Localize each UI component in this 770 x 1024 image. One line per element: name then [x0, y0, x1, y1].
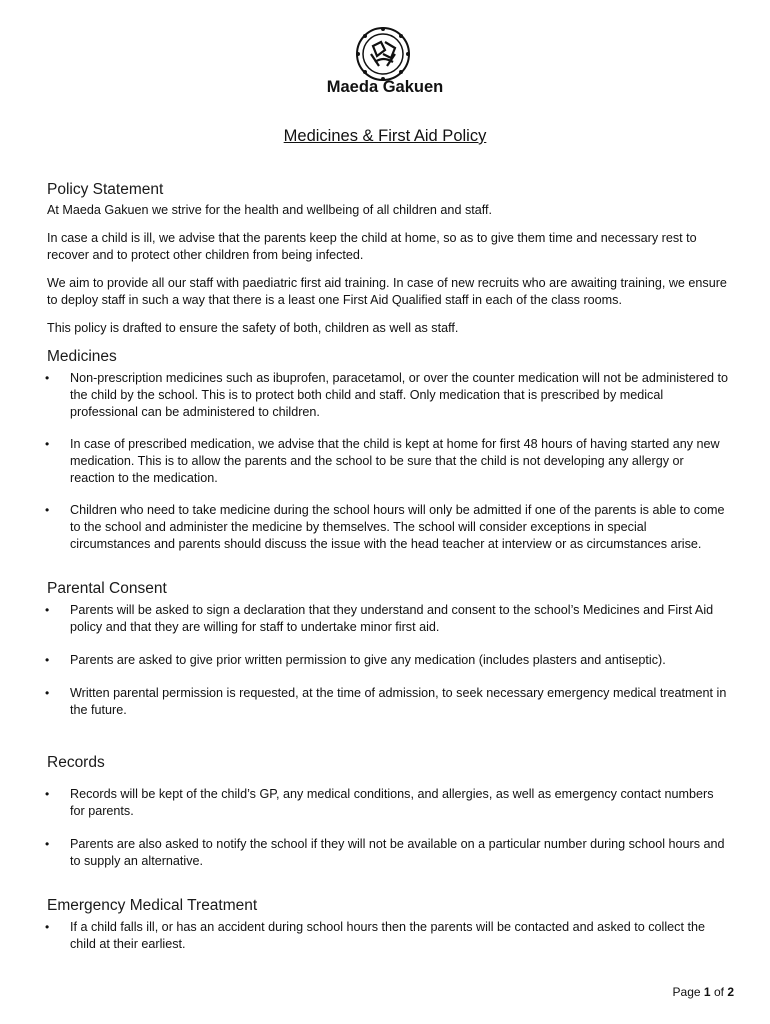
current-page: 1: [703, 985, 711, 999]
list-item: [45, 919, 730, 953]
bullet: •: [45, 686, 50, 700]
list-item: [45, 652, 730, 669]
list-item: [45, 436, 730, 486]
medicines-heading: Medicines: [47, 348, 117, 365]
policy-paragraph: We aim to provide all our staff with paediatric first aid training. In case of new recruits who are awaiting training, we ensure to deploy staff in such a way that there is a least one First Aid Qualified staff in each of the class rooms.: [47, 276, 727, 307]
list-item: [45, 836, 730, 870]
list-item-text: Non-prescription medicines such as ibuprofen, paracetamol, or over the counter medication will not be administered to the child by the school. This is to protect both child and staff. Only medication that is prescribed by medical professional can be administered to children.: [70, 371, 729, 419]
list-item: [45, 602, 730, 636]
policy-statement-heading: Policy Statement: [47, 181, 164, 198]
total-pages: 2: [727, 985, 734, 999]
bullet: •: [45, 920, 50, 934]
parental-consent-heading: Parental Consent: [47, 580, 167, 597]
list-item-text: Parents will be asked to sign a declaration that they understand and consent to the school’s Medicines and First Aid policy and that they are willing for staff to undertake minor first aid.: [70, 603, 714, 634]
policy-paragraph: At Maeda Gakuen we strive for the health and wellbeing of all children and staff.: [47, 203, 493, 217]
bullet: •: [45, 437, 50, 451]
policy-paragraph: In case a child is ill, we advise that the parents keep the child at home, so as to give them time and necessary rest to recover and to protect other children from being infected.: [47, 231, 697, 262]
bullet: •: [45, 787, 50, 801]
list-item: [45, 370, 730, 420]
list-item-text: Parents are also asked to notify the school if they will not be available on a particular number during school hours and to supply an alternative.: [70, 837, 725, 868]
list-item-text: Records will be kept of the child’s GP, any medical conditions, and allergies, as well as emergency contact numbers for parents.: [70, 787, 714, 818]
school-crest-icon: [355, 26, 411, 82]
records-heading: Records: [47, 754, 105, 771]
bullet: •: [45, 837, 50, 851]
bullet: •: [45, 371, 50, 385]
policy-paragraph: This policy is drafted to ensure the safety of both, children as well as staff.: [47, 321, 459, 335]
list-item-text: If a child falls ill, or has an accident during school hours then the parents will be contacted and asked to collect the child at their earliest.: [70, 920, 705, 951]
of-label: of: [713, 985, 724, 999]
emergency-treatment-heading: Emergency Medical Treatment: [47, 897, 258, 914]
list-item: [45, 685, 730, 719]
list-item-text: Written parental permission is requested, at the time of admission, to seek necessary emergency medical treatment in the future.: [70, 686, 727, 717]
bullet: •: [45, 603, 50, 617]
page-number: [673, 985, 734, 999]
list-item-text: In case of prescribed medication, we advise that the child is kept at home for first 48 hours of having started any new medication. This is to allow the parents and the school to be sure that the child is not developing any allergy or reaction to the medication.: [70, 437, 720, 485]
list-item: [45, 502, 730, 552]
document-title: Medicines & First Aid Policy: [283, 127, 487, 145]
page-label: Page: [672, 985, 701, 999]
list-item-text: Parents are asked to give prior written permission to give any medication (includes plasters and antiseptic).: [70, 653, 666, 667]
list-item: [45, 786, 730, 820]
organization-name: Maeda Gakuen: [326, 78, 444, 96]
bullet: •: [45, 653, 50, 667]
list-item-text: Children who need to take medicine during the school hours will only be admitted if one of the parents is able to come to the school and administer the medicine by themselves. The school will consider exceptions in special circumstances and parents should discuss the issue with the head teacher at interview or as circumstances arise.: [70, 503, 725, 551]
bullet: •: [45, 503, 50, 517]
